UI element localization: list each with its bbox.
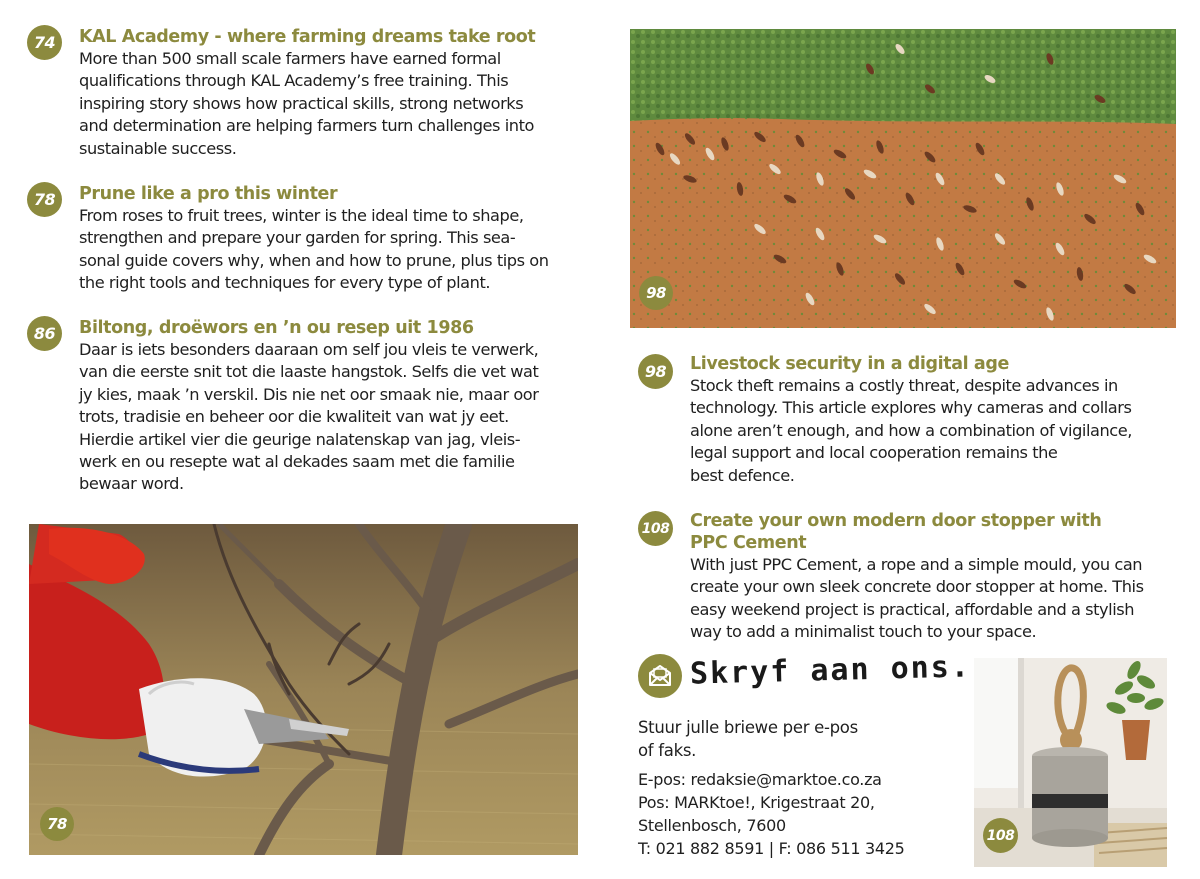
body-line: From roses to fruit trees, winter is the ideal time to shape,: [79, 206, 524, 225]
page-badge-98-photo: 98: [639, 276, 673, 310]
body-line: best defence.: [690, 465, 795, 485]
article-title: Create your own modern door stopper with: [690, 511, 1102, 531]
body-line: qualifications through KAL Academy’s free training. This: [79, 71, 509, 91]
article-body: [79, 48, 599, 160]
contact-intro: [638, 716, 858, 762]
body-line: the right tools and techniques for every type of plant.: [79, 273, 491, 293]
page-badge-98: 98: [638, 354, 673, 389]
intro-line: Stuur julle briewe per e-pos: [638, 718, 858, 737]
body-line: legal support and local cooperation remains the: [690, 443, 1058, 463]
hand-pruning-branch-icon: [29, 524, 578, 855]
body-line: create your own sleek concrete door stopper at home. This: [690, 577, 1144, 597]
article-body: [79, 339, 599, 496]
contact-details: [638, 768, 905, 860]
article-title-line2: PPC Cement: [690, 533, 807, 553]
page-badge-108-photo: 108: [983, 818, 1018, 853]
body-line: With just PPC Cement, a rope and a simple mould, you can: [690, 555, 1143, 574]
body-line: sustainable success.: [79, 138, 237, 158]
article-prune[interactable]: [79, 183, 599, 295]
article-body: [690, 375, 1190, 487]
article-title: Prune like a pro this winter: [79, 184, 338, 204]
intro-line: of faks.: [638, 741, 697, 760]
body-line: easy weekend project is practical, affordable and a stylish: [690, 599, 1135, 619]
page-badge-86: 86: [27, 316, 62, 351]
body-line: van die eerste snit tot die laaste hangstok. Selfs die vet wat: [79, 362, 539, 382]
page-badge-74: 74: [27, 25, 62, 60]
body-line: More than 500 small scale farmers have earned formal: [79, 49, 501, 68]
body-line: Hierdie artikel vier die geurige nalatenskap van jag, vleis-: [79, 429, 521, 449]
cattle-photo[interactable]: [630, 29, 1176, 328]
article-title: KAL Academy - where farming dreams take root: [79, 27, 536, 47]
aerial-cattle-herd-icon: [630, 29, 1176, 328]
body-line: werk en ou resepte wat al dekades saam met die familie: [79, 452, 515, 472]
email-line[interactable]: E-pos: redaksie@marktoe.co.za: [638, 770, 882, 789]
body-line: trots, tradisie en beheer oor die kwaliteit van wat jy eet.: [79, 407, 509, 427]
article-title: Biltong, droëwors en ’n ou resep uit 1986: [79, 318, 474, 338]
article-livestock-security[interactable]: [690, 353, 1190, 487]
article-title: Livestock security in a digital age: [690, 354, 1009, 374]
body-line: jy kies, maak ’n verskil. Dis nie net oor smaak nie, maar oor: [79, 384, 539, 404]
envelope-icon: [638, 654, 682, 698]
post-address-line: Pos: MARKtoe!, Krigestraat 20,: [638, 793, 875, 812]
article-body: [79, 205, 599, 295]
article-body: [690, 554, 1190, 644]
body-line: bewaar word.: [79, 474, 184, 494]
article-biltong[interactable]: [79, 317, 599, 496]
post-address-line: Stellenbosch, 7600: [638, 816, 786, 835]
page-badge-78-photo: 78: [40, 807, 74, 841]
body-line: strengthen and prepare your garden for spring. This sea-: [79, 228, 516, 248]
phone-fax-line: T: 021 882 8591 | F: 086 511 3425: [638, 839, 905, 858]
pruning-photo[interactable]: [29, 524, 578, 855]
body-line: sonal guide covers why, when and how to prune, plus tips on: [79, 250, 549, 270]
body-line: inspiring story shows how practical skills, strong networks: [79, 93, 524, 113]
write-to-us-title: Skryf aan ons.: [689, 649, 972, 692]
page-badge-108: 108: [638, 511, 673, 546]
body-line: way to add a minimalist touch to your space.: [690, 622, 1037, 642]
article-door-stopper[interactable]: [690, 510, 1190, 644]
page-badge-78: 78: [27, 182, 62, 217]
article-kal-academy[interactable]: [79, 26, 599, 160]
body-line: and determination are helping farmers turn challenges into: [79, 116, 534, 136]
body-line: alone aren’t enough, and how a combination of vigilance,: [690, 420, 1132, 440]
body-line: Stock theft remains a costly threat, despite advances in: [690, 376, 1118, 395]
body-line: technology. This article explores why cameras and collars: [690, 398, 1132, 418]
body-line: Daar is iets besonders daaraan om self jou vleis te verwerk,: [79, 340, 539, 359]
